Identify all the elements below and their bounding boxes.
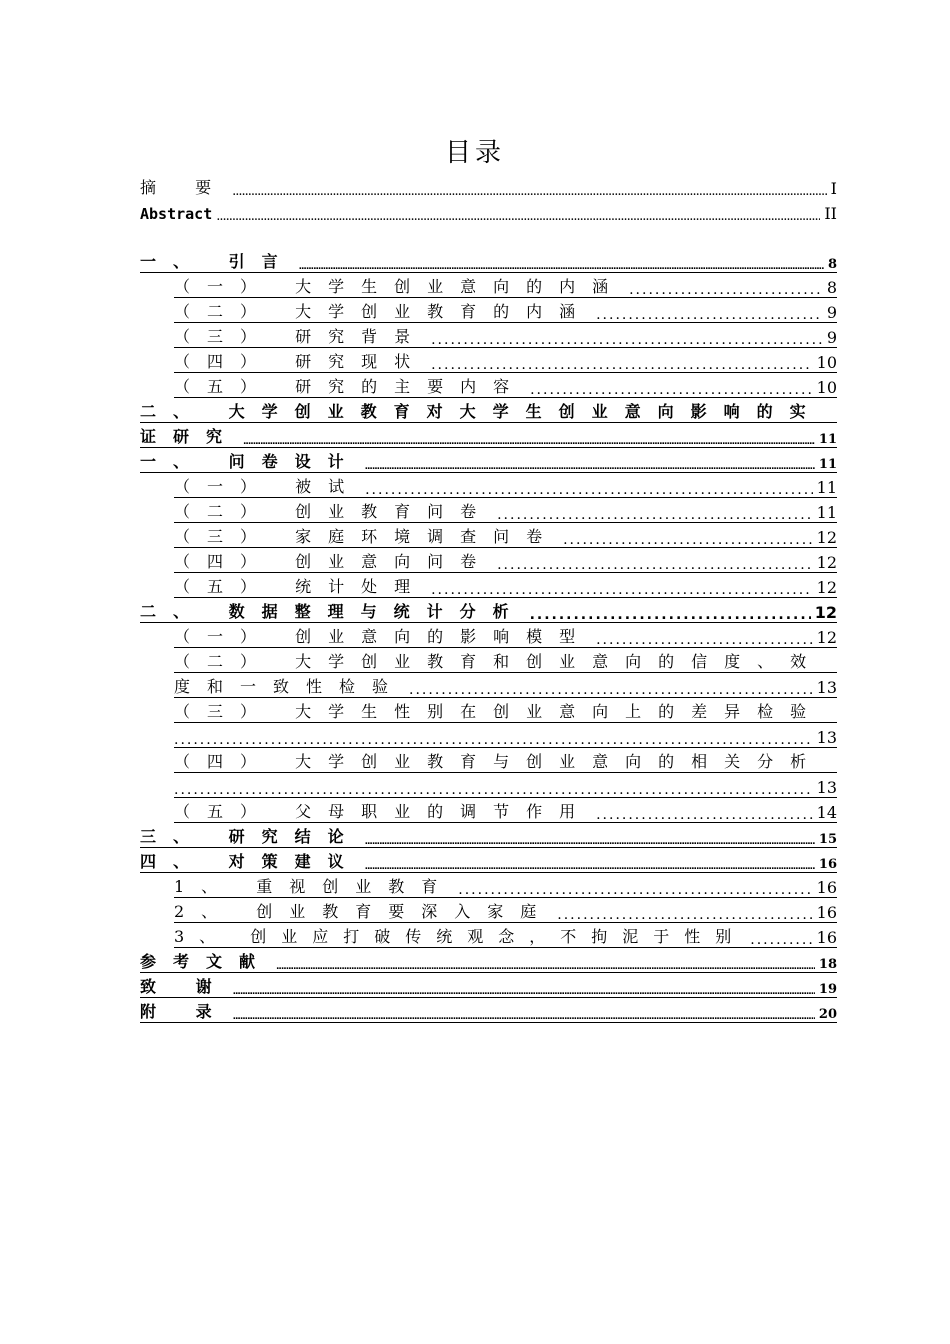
toc-entry-abstract-cn[interactable] [140, 174, 837, 198]
toc-entry[interactable] [140, 848, 837, 873]
toc-entry-page: 16 [818, 857, 837, 872]
toc-leader-dots [431, 333, 823, 347]
toc-entry[interactable] [140, 423, 837, 448]
toc-leader-dots [299, 263, 824, 272]
toc-entry-page: 13 [816, 728, 837, 747]
toc-leader-dots [530, 608, 811, 622]
toc-entry-page: 12 [816, 553, 837, 572]
toc-entry-label: 证研究 [140, 427, 240, 446]
toc-entry-abstract-en[interactable] [140, 199, 837, 223]
toc-entry-label: （四） 创业意向问卷 [174, 552, 494, 571]
toc-entry[interactable] [174, 873, 837, 898]
toc-entry-line1[interactable] [174, 648, 837, 673]
toc-entry-line1[interactable] [174, 698, 837, 723]
toc-entry-label: 附 录 [140, 1002, 229, 1021]
toc-entry-label: 致 谢 [140, 977, 229, 996]
toc-leader-dots [233, 1013, 815, 1022]
toc-leader-dots [233, 988, 815, 997]
toc-leader-dots [232, 185, 827, 198]
toc-entry[interactable] [140, 998, 837, 1023]
toc-entry-label: Abstract [140, 205, 213, 223]
toc-entry-label: （三） 研究背景 [174, 327, 428, 346]
toc-leader-dots [530, 383, 813, 397]
toc-entry-label: （五） 统计处理 [174, 577, 428, 596]
toc-entry-label: （三） 大学生性别在创业意向上的差异检验 [174, 702, 824, 721]
toc-entry-page: 9 [826, 328, 837, 347]
toc-entry[interactable] [174, 323, 837, 348]
toc-entry-label: 二、 数据整理与统计分析 [140, 602, 526, 621]
toc-entry[interactable] [174, 523, 837, 548]
toc-entry[interactable] [174, 723, 837, 748]
toc-leader-dots [365, 863, 815, 872]
toc-entry[interactable] [140, 973, 837, 998]
toc-entry-label: 一、 问卷设计 [140, 452, 361, 471]
toc-entry-label: （二） 大学创业教育和创业意向的信度、效 [174, 652, 824, 671]
toc-entry-page: 11 [816, 478, 837, 497]
toc-entry[interactable] [174, 548, 837, 573]
toc-entry-page: 16 [816, 928, 837, 947]
toc-entry-page: 9 [826, 303, 837, 322]
toc-entry-label: 三、 研究结论 [140, 827, 361, 846]
toc-entry-page: 16 [816, 878, 837, 897]
toc-leader-dots [629, 283, 823, 297]
toc-leader-dots [276, 963, 815, 972]
toc-entry[interactable] [140, 248, 837, 273]
toc-entry[interactable] [174, 673, 837, 698]
toc-entry-label: （二） 创业教育问卷 [174, 502, 494, 521]
page-title: 目录 [444, 138, 505, 168]
toc-leader-dots [216, 210, 820, 223]
toc-entry-label: 四、 对策建议 [140, 852, 361, 871]
toc-entry-page: 15 [818, 832, 837, 847]
toc-entry-label: 3、 创业应打破传统观念，不拘泥于性别 [174, 927, 747, 946]
toc-entry-page: 12 [816, 628, 837, 647]
toc-leader-dots [174, 783, 813, 797]
toc-entry[interactable] [174, 498, 837, 523]
toc-entry[interactable] [174, 773, 837, 798]
toc-entry-label: 二、 大学创业教育对大学生创业意向影响的实 [140, 402, 823, 421]
toc-leader-dots [458, 883, 812, 897]
toc-entry[interactable] [174, 473, 837, 498]
toc-entry-page: 10 [816, 353, 837, 372]
toc-leader-dots [750, 933, 812, 947]
toc-entry[interactable] [140, 598, 837, 623]
toc-entry-label: （一） 大学生创业意向的内涵 [174, 277, 626, 296]
toc-entry-page: 12 [814, 603, 837, 622]
toc-leader-dots [365, 838, 815, 847]
toc-leader-dots [596, 633, 813, 647]
toc-entry[interactable] [174, 573, 837, 598]
toc-entry-label: 2、 创业教育要深入家庭 [174, 902, 554, 921]
toc-entry[interactable] [174, 923, 837, 948]
toc-leader-dots [409, 683, 813, 697]
toc-entry-page: 8 [827, 257, 837, 272]
toc-leader-dots [174, 733, 813, 747]
toc-leader-dots [431, 358, 813, 372]
toc-entry[interactable] [174, 798, 837, 823]
toc-entry[interactable] [140, 448, 837, 473]
toc-entry[interactable] [174, 273, 837, 298]
toc-entry-page: 19 [818, 982, 837, 997]
toc-leader-dots [557, 908, 812, 922]
toc-leader-dots [563, 533, 813, 547]
toc-entry[interactable] [174, 623, 837, 648]
toc-entry-label: （五） 研究的主要内容 [174, 377, 527, 396]
toc-entry[interactable] [174, 373, 837, 398]
toc-entry[interactable] [140, 948, 837, 973]
toc-leader-dots [243, 438, 815, 447]
toc-entry-page: 11 [818, 457, 837, 472]
toc-leader-dots [596, 308, 823, 322]
toc-leader-dots [365, 483, 813, 497]
toc-leader-dots [497, 508, 813, 522]
toc-entry-label: 度和一致性检验 [174, 677, 406, 696]
toc-entry[interactable] [140, 823, 837, 848]
toc-entry-page: 14 [816, 803, 837, 822]
toc-entry-page: 11 [818, 432, 837, 447]
toc-entry-label: 参考文献 [140, 952, 273, 971]
toc-entry-label: （二） 大学创业教育的内涵 [174, 302, 593, 321]
toc-entry-page: II [824, 204, 837, 223]
toc-entry-page: I [830, 179, 837, 198]
toc-entry-label: 一、 引言 [140, 252, 295, 271]
toc-entry-page: 12 [816, 528, 837, 547]
toc-entry-label: （一） 被试 [174, 477, 362, 496]
toc-entry-page: 13 [816, 778, 837, 797]
toc-entry-label: 1、 重视创业教育 [174, 877, 455, 896]
toc-entry-page: 12 [816, 578, 837, 597]
toc-entry-label: 摘 要 [140, 178, 229, 197]
toc-entry[interactable] [174, 348, 837, 373]
toc-entry-label: （四） 研究现状 [174, 352, 428, 371]
toc-entry-label: （五） 父母职业的调节作用 [174, 802, 593, 821]
toc-entry-page: 10 [816, 378, 837, 397]
toc-entry[interactable] [174, 298, 837, 323]
toc-entry-line1[interactable] [140, 398, 837, 423]
toc-entry-page: 16 [816, 903, 837, 922]
toc-entry-label: （四） 大学创业教育与创业意向的相关分析 [174, 752, 824, 771]
toc-entry[interactable] [174, 898, 837, 923]
toc-entry-page: 11 [816, 503, 837, 522]
toc-entry-page: 20 [818, 1007, 837, 1022]
toc-entry-label: （一） 创业意向的影响模型 [174, 627, 593, 646]
toc-entry-page: 18 [818, 957, 837, 972]
toc-leader-dots [431, 583, 813, 597]
toc-entry-page: 13 [816, 678, 837, 697]
toc-leader-dots [596, 808, 813, 822]
toc-leader-dots [497, 558, 813, 572]
toc-entry-page: 8 [826, 278, 837, 297]
toc-leader-dots [365, 463, 815, 472]
toc-entry-label: （三） 家庭环境调查问卷 [174, 527, 560, 546]
toc-entry-line1[interactable] [174, 748, 837, 773]
